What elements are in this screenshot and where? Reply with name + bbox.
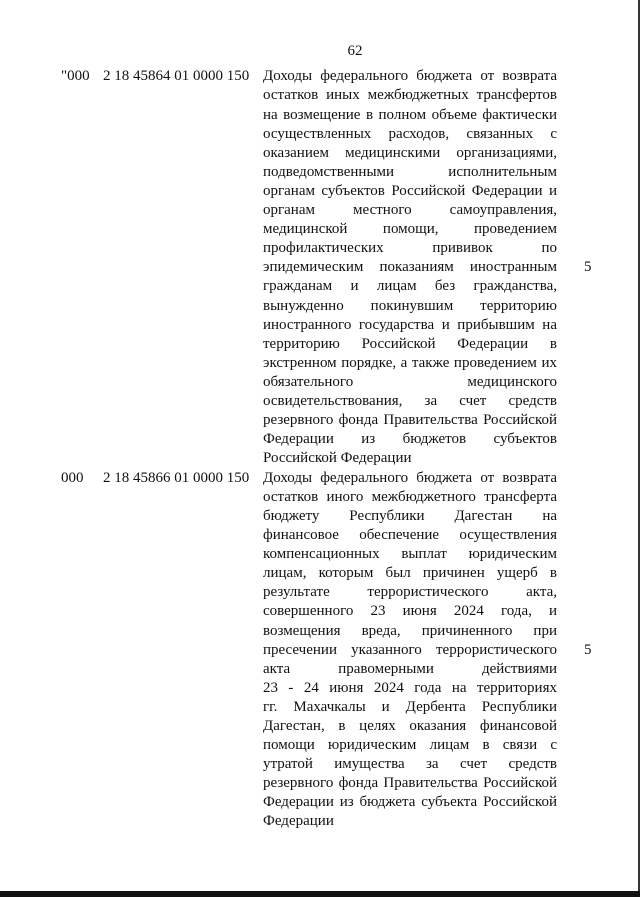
description-line: органам субъектов Российской Федерации и (263, 182, 557, 199)
budget-classification-code: 2 18 45864 01 0000 150 (103, 68, 250, 85)
description-line: эпидемическим показаниям иностранным (263, 259, 557, 276)
description-line: Федерации из бюджета субъекта Российской (263, 794, 557, 811)
description-line: иностранного государства и прибывшим на (263, 316, 557, 333)
description-line: медицинской помощи, проведением (263, 221, 557, 238)
row-prefix: "000 (61, 68, 90, 85)
description-line: 23 - 24 июня 2024 года на территориях (263, 679, 557, 696)
amount-value: 5 (584, 641, 592, 658)
description-line: утратой имущества за счет средств (263, 756, 557, 773)
description-line: резервного фонда Правительства Российской (263, 775, 557, 792)
description-line: Доходы федерального бюджета от возврата (263, 469, 557, 486)
description-line: помощи юридическим лицам в связи с (263, 737, 557, 754)
description-line: Дагестан, в целях оказания финансовой (263, 718, 557, 735)
description-line: пресечении указанного террористического (263, 641, 557, 658)
row-prefix: 000 (61, 469, 84, 486)
description-line: резервного фонда Правительства Российской (263, 412, 557, 429)
description-line: вынужденно покинувшим территорию (263, 297, 557, 314)
description-line: финансовое обеспечение осуществления (263, 527, 557, 544)
description-line: органам местного самоуправления, (263, 202, 557, 219)
description-line: оказанием медицинскими организациями, (263, 144, 557, 161)
income-description (263, 67, 557, 468)
page-number: 62 (347, 43, 363, 59)
description-line: осуществленных расходов, связанных с (263, 125, 557, 142)
description-line: на возмещение в полном объеме фактически (263, 106, 557, 123)
description-line: остатков иных межбюджетных трансфертов (263, 87, 557, 104)
description-line: лицам, которым был причинен ущерб в (263, 565, 557, 582)
description-line: компенсационных выплат юридическим (263, 546, 557, 563)
description-line: обязательного медицинского (263, 373, 557, 390)
description-line: гражданам и лицам без гражданства, (263, 278, 557, 295)
description-line: Федерации из бюджетов субъектов (263, 431, 557, 448)
description-line: Российской Федерации (263, 450, 412, 467)
description-line: гг. Махачкалы и Дербента Республики (263, 698, 557, 715)
description-line: акта правомерными действиями (263, 660, 557, 677)
scan-bottom-edge (0, 891, 640, 897)
description-line: Федерации (263, 813, 334, 830)
amount-value: 5 (584, 259, 592, 276)
description-line: совершенного 23 июня 2024 года, и (263, 603, 557, 620)
description-line: профилактических прививок по (263, 240, 557, 257)
description-line: экстренном порядке, а также проведением их (263, 354, 557, 371)
income-description (263, 469, 557, 832)
description-line: территорию Российской Федерации в (263, 335, 557, 352)
description-line: остатков иного межбюджетного трансферта (263, 488, 557, 505)
description-line: подведомственными исполнительным (263, 163, 557, 180)
budget-classification-code: 2 18 45866 01 0000 150 (103, 469, 250, 486)
description-line: возмещения вреда, причиненного при (263, 622, 557, 639)
description-line: бюджету Республики Дагестан на (263, 507, 557, 524)
description-line: результате террористического акта, (263, 584, 557, 601)
description-line: Доходы федерального бюджета от возврата (263, 68, 557, 85)
description-line: освидетельствования, за счет средств (263, 392, 557, 409)
